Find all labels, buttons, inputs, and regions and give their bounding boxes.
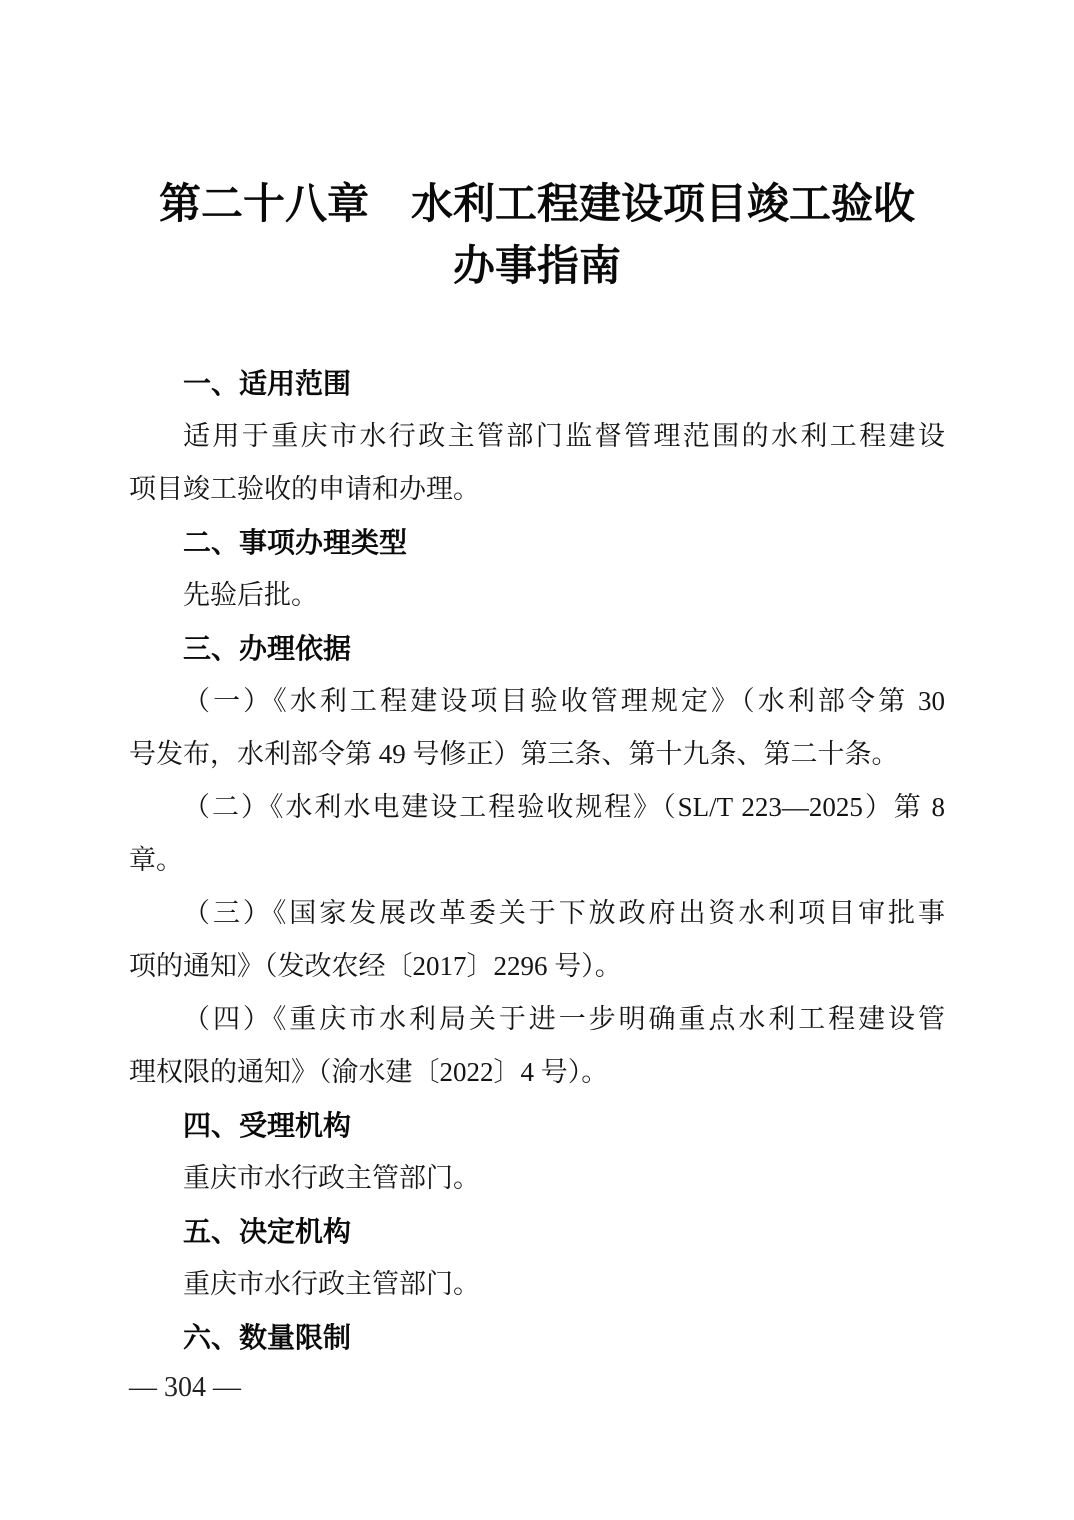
- paragraph-line: 号发布，水利部令第 49 号修正）第三条、第十九条、第二十条。: [129, 739, 899, 769]
- paragraph-line: 先验后批。: [183, 580, 318, 610]
- section-heading-quantity-limit: 六、数量限制: [183, 1322, 352, 1353]
- section-heading-handling-type: 二、事项办理类型: [183, 527, 408, 558]
- page-number: — 304 —: [129, 1372, 241, 1403]
- paragraph-line: （三）《国家发展改革委关于下放政府出资水利项目审批事: [183, 898, 945, 928]
- paragraph-line: （四）《重庆市水利局关于进一步明确重点水利工程建设管: [183, 1004, 945, 1034]
- paragraph-line: 重庆市水行政主管部门。: [183, 1163, 480, 1193]
- paragraph-line: 项目竣工验收的申请和办理。: [129, 474, 480, 504]
- chapter-title: [129, 174, 945, 298]
- section-heading-accepting-agency: 四、受理机构: [183, 1110, 352, 1141]
- section-heading-scope: 一、适用范围: [183, 368, 352, 399]
- chapter-title-line1: 第二十八章 水利工程建设项目竣工验收: [158, 182, 915, 228]
- chapter-title-line2: 办事指南: [452, 244, 621, 290]
- paragraph-line: 适用于重庆市水行政主管部门监督管理范围的水利工程建设: [183, 421, 945, 451]
- paragraph-line: 项的通知》（发改农经〔2017〕2296 号）。: [129, 951, 622, 981]
- paragraph-line: 重庆市水行政主管部门。: [183, 1269, 480, 1299]
- paragraph-line: （二）《水利水电建设工程验收规程》（SL/T 223—2025）第 8: [183, 792, 945, 822]
- document-body: [129, 357, 945, 1364]
- section-heading-deciding-agency: 五、决定机构: [183, 1216, 352, 1247]
- section-heading-legal-basis: 三、办理依据: [183, 633, 352, 664]
- paragraph-line: 章。: [129, 845, 183, 875]
- paragraph-line: 理权限的通知》（渝水建〔2022〕4 号）。: [129, 1057, 609, 1087]
- paragraph-line: （一）《水利工程建设项目验收管理规定》（水利部令第 30: [183, 686, 945, 716]
